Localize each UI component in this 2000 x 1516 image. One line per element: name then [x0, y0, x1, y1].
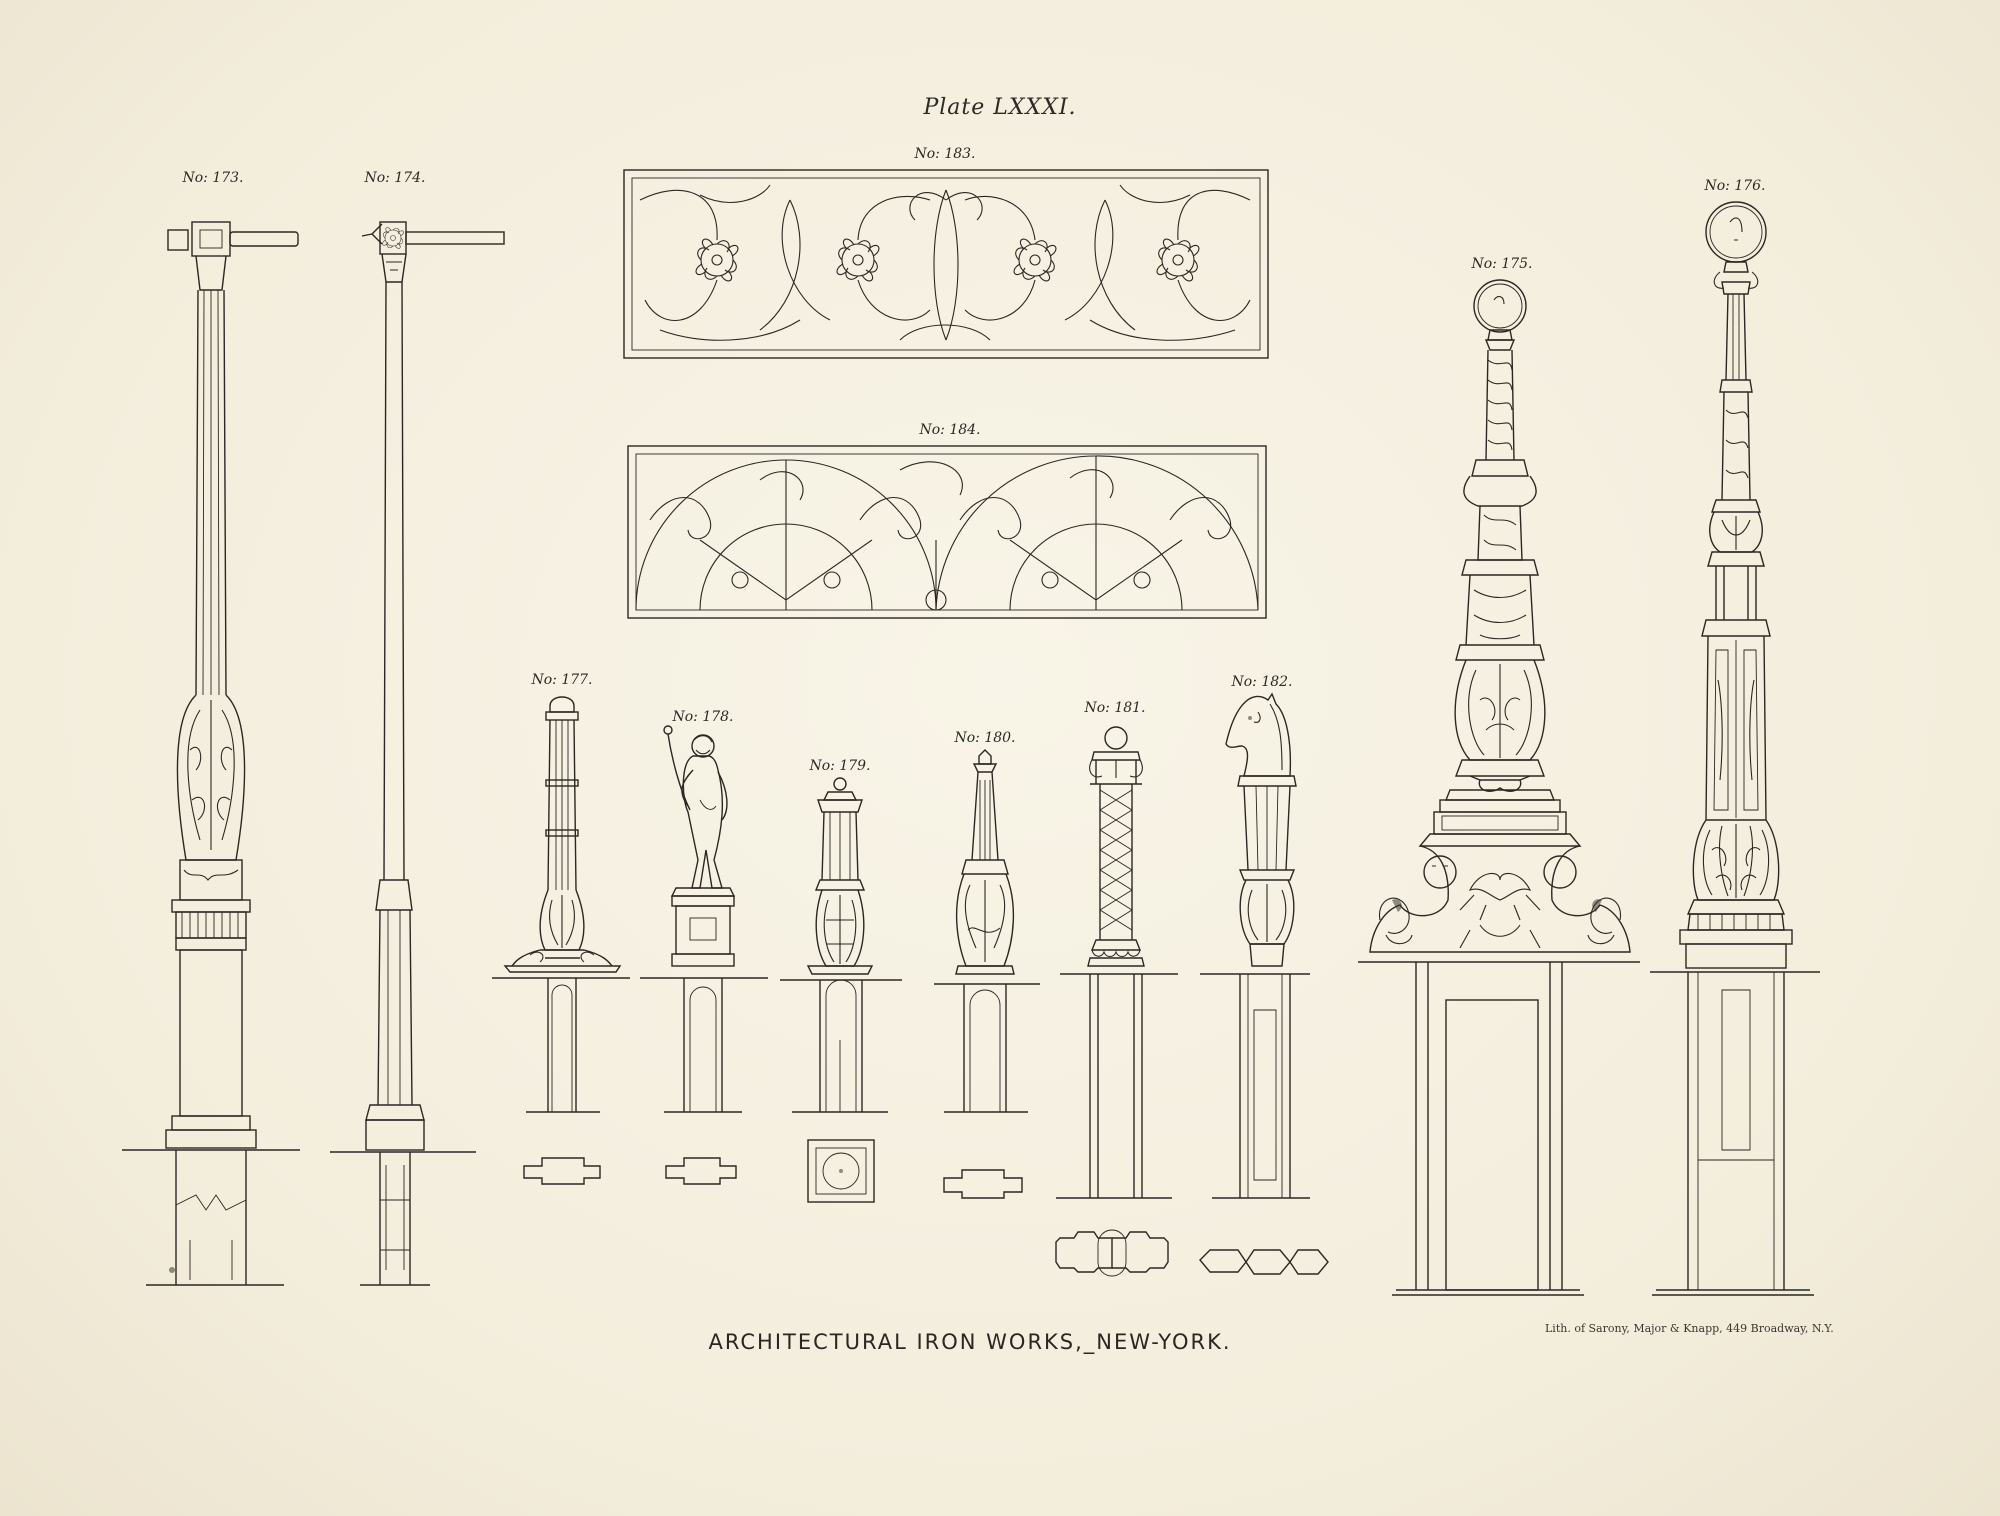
- caption-174: No: 174.: [364, 170, 426, 186]
- caption-178: No: 178.: [672, 709, 734, 725]
- post-177: [492, 697, 630, 1184]
- caption-177: No: 177.: [531, 672, 593, 688]
- caption-179: No: 179.: [809, 758, 871, 774]
- post-179: [780, 778, 902, 1202]
- post-182: [1200, 694, 1328, 1274]
- caption-184: No: 184.: [919, 422, 981, 438]
- lamppost-175: [1358, 280, 1640, 1295]
- caption-175: No: 175.: [1471, 256, 1533, 272]
- lithographer-credit: Lith. of Sarony, Major & Knapp, 449 Broadway, N.Y.: [1545, 1322, 1834, 1335]
- caption-176: No: 176.: [1704, 178, 1766, 194]
- lamppost-173: [122, 222, 300, 1285]
- post-180: [934, 750, 1040, 1198]
- caption-181: No: 181.: [1084, 700, 1146, 716]
- caption-173: No: 173.: [182, 170, 244, 186]
- plate-title: Plate LXXXI.: [923, 95, 1077, 120]
- lamppost-174: [330, 222, 504, 1285]
- caption-180: No: 180.: [954, 730, 1016, 746]
- caption-183: No: 183.: [914, 146, 976, 162]
- lamppost-176: [1650, 202, 1820, 1295]
- panel-183: [624, 170, 1268, 358]
- plate-footer-title: ARCHITECTURAL IRON WORKS,_NEW-YORK.: [708, 1330, 1232, 1354]
- post-178: [640, 726, 768, 1184]
- post-181: [1056, 727, 1178, 1276]
- caption-182: No: 182.: [1231, 674, 1293, 690]
- panel-184: [628, 446, 1266, 618]
